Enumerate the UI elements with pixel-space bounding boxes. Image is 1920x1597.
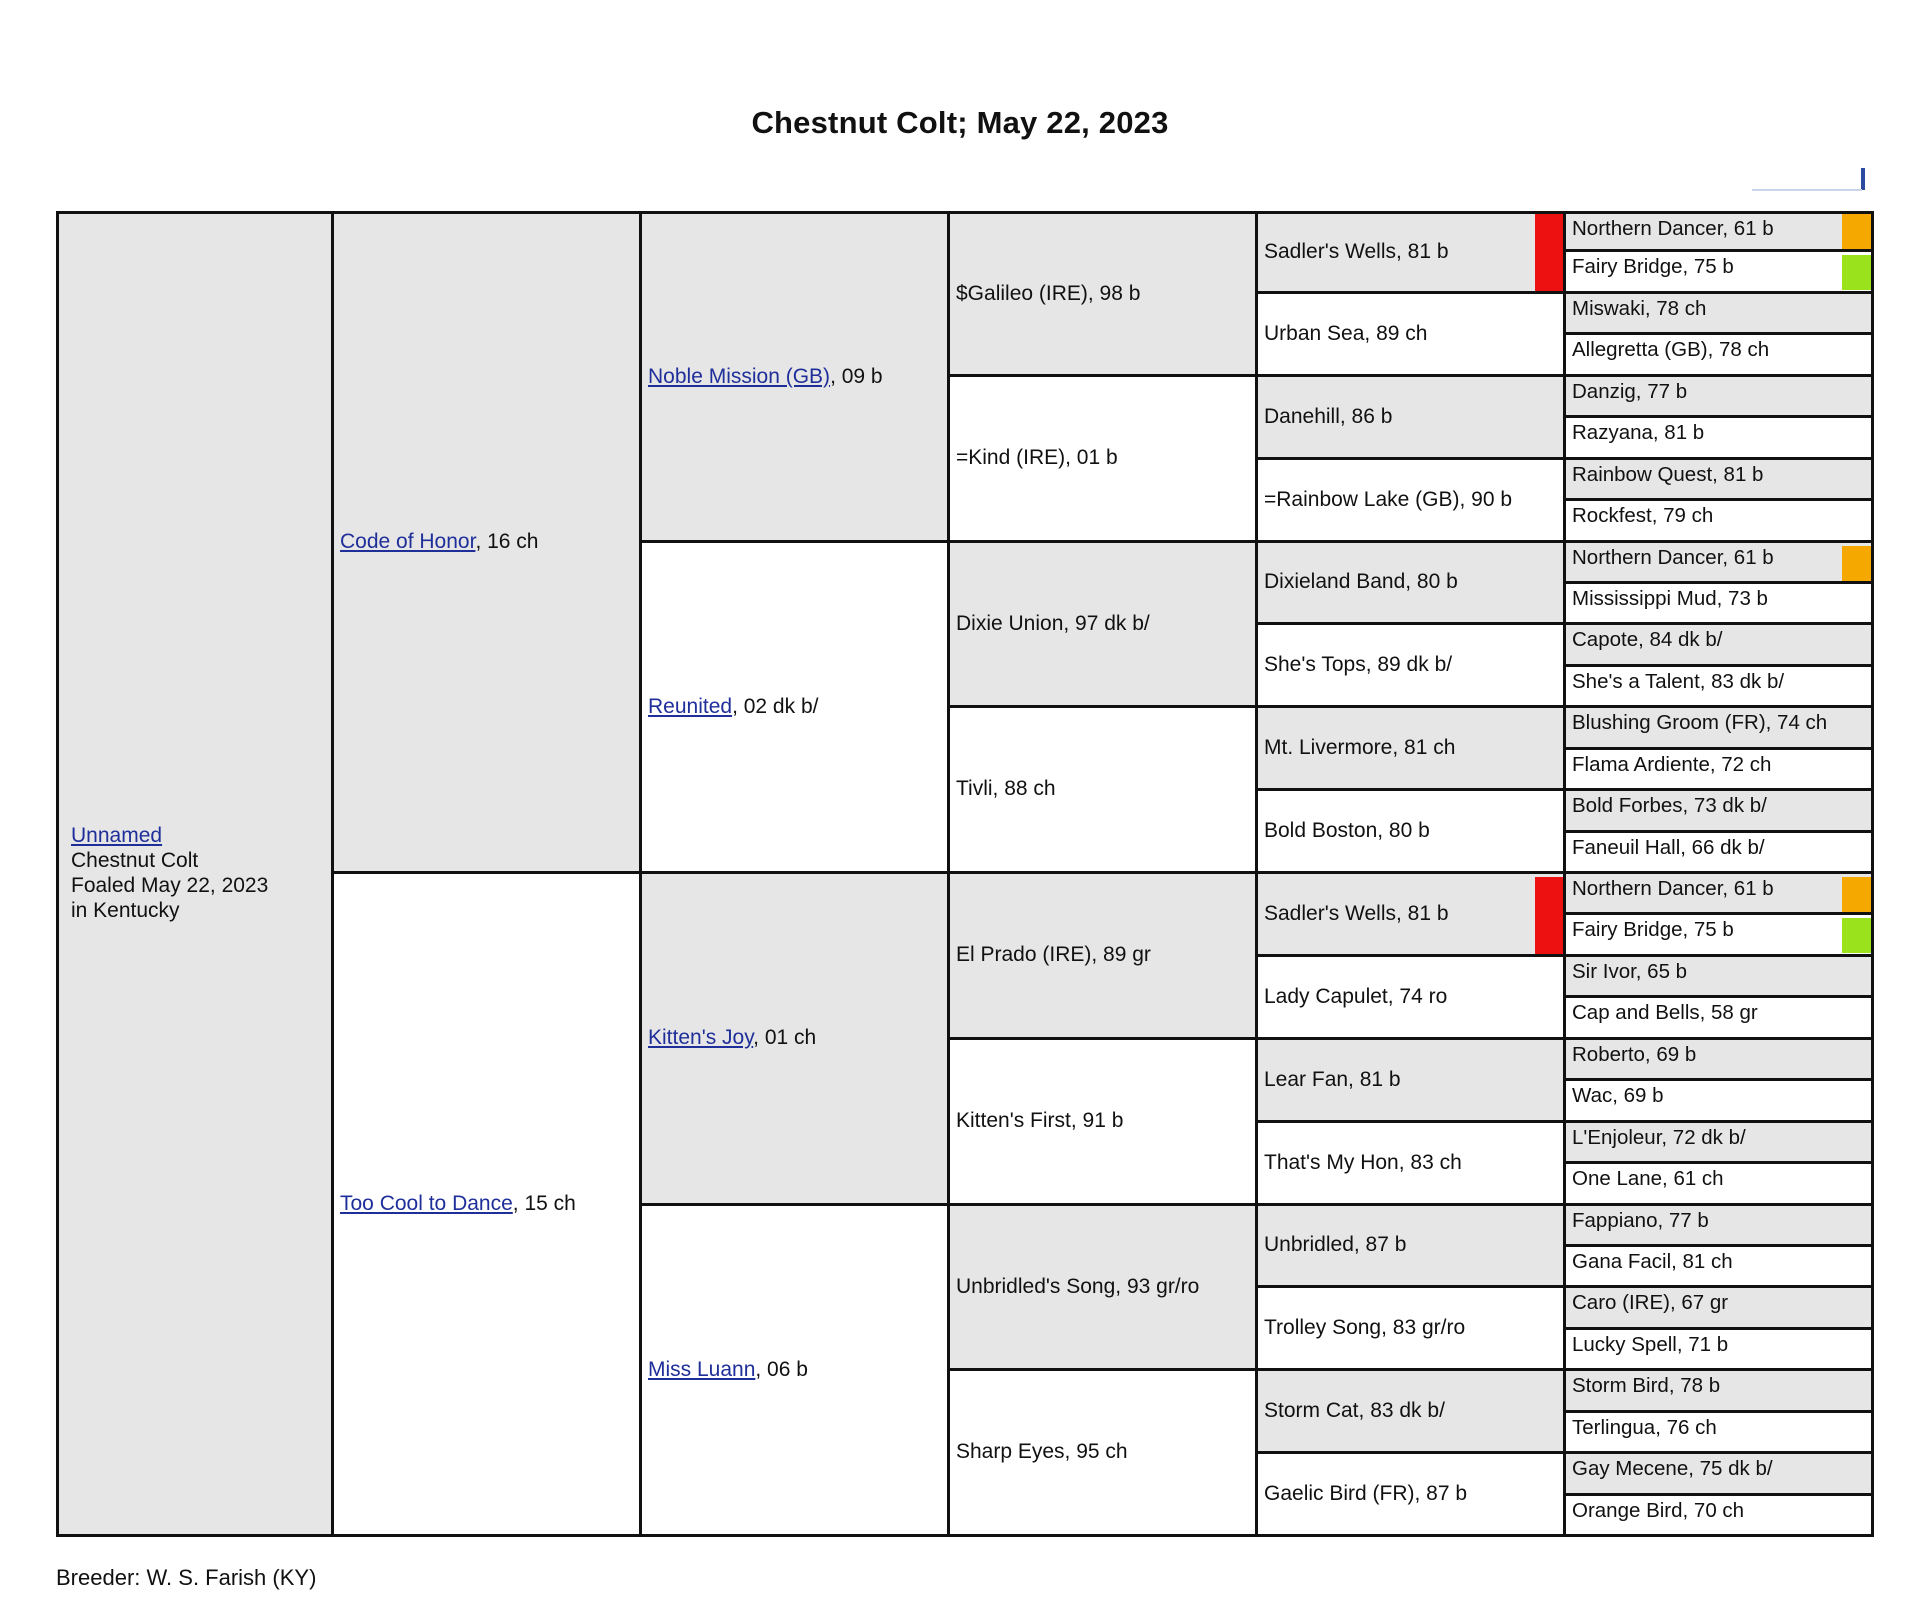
- gen5-ancestor-cell: [1563, 374, 1874, 418]
- horse-name: =Kind (IRE), 01 b: [956, 446, 1118, 470]
- gen4-ancestor-cell: [1255, 871, 1566, 957]
- horse-name: Allegretta (GB), 78 ch: [1572, 338, 1770, 361]
- gen4-ancestor-cell: [1255, 705, 1566, 791]
- gen5-ancestor-cell: [1563, 249, 1874, 294]
- gen5-ancestor-cell: [1563, 581, 1874, 625]
- gen5-ancestor-cell: [1563, 622, 1874, 667]
- duplicate-marker-red: [1535, 214, 1563, 291]
- horse-name: That's My Hon, 83 ch: [1264, 1150, 1462, 1174]
- horse-details: , 01 ch: [753, 1026, 817, 1050]
- horse-name: El Prado (IRE), 89 gr: [956, 943, 1151, 967]
- horse-name: Fairy Bridge, 75 b: [1572, 918, 1734, 941]
- horse-details: , 09 b: [830, 364, 883, 388]
- horse-name: Dixieland Band, 80 b: [1264, 570, 1458, 594]
- horse-name: Gaelic Bird (FR), 87 b: [1264, 1481, 1468, 1505]
- horse-name: Northern Dancer, 61 b: [1572, 217, 1774, 240]
- horse-name: Fappiano, 77 b: [1572, 1209, 1709, 1232]
- horse-name: Faneuil Hall, 66 dk b/: [1572, 836, 1765, 859]
- duplicate-marker-orange: [1842, 877, 1871, 912]
- horse-name: Urban Sea, 89 ch: [1264, 321, 1428, 345]
- great-grandparent-cell: [947, 1203, 1258, 1371]
- horse-link[interactable]: Code of Honor: [340, 530, 476, 554]
- subject-line3: in Kentucky: [71, 898, 180, 922]
- subject-name-link[interactable]: Unnamed: [71, 824, 163, 848]
- horse-name: Sadler's Wells, 81 b: [1264, 240, 1449, 264]
- horse-name: Flama Ardiente, 72 ch: [1572, 753, 1772, 776]
- great-grandparent-cell: [947, 374, 1258, 543]
- horse-name: =Rainbow Lake (GB), 90 b: [1264, 487, 1513, 511]
- horse-name: Lady Capulet, 74 ro: [1264, 984, 1448, 1008]
- horse-name: Fairy Bridge, 75 b: [1572, 255, 1734, 278]
- gen4-ancestor-cell: [1255, 1037, 1566, 1123]
- horse-name: Unbridled, 87 b: [1264, 1233, 1407, 1257]
- duplicate-marker-green: [1842, 918, 1871, 953]
- gen5-ancestor-cell: [1563, 1493, 1874, 1537]
- horse-name: Gay Mecene, 75 dk b/: [1572, 1457, 1773, 1480]
- horse-name: $Galileo (IRE), 98 b: [956, 281, 1141, 305]
- great-grandparent-cell: [947, 1368, 1258, 1537]
- gen4-ancestor-cell: [1255, 622, 1566, 708]
- gen4-ancestor-cell: [1255, 954, 1566, 1040]
- gen5-ancestor-cell: [1563, 664, 1874, 708]
- sire-dam-cell: [331, 211, 642, 874]
- horse-name: She's a Talent, 83 dk b/: [1572, 670, 1785, 693]
- gen4-ancestor-cell: [1255, 1120, 1566, 1206]
- gen5-ancestor-cell: [1563, 1410, 1874, 1454]
- gen5-ancestor-cell: [1563, 211, 1874, 252]
- gen4-ancestor-cell: [1255, 211, 1566, 294]
- gen4-ancestor-cell: [1255, 1285, 1566, 1371]
- horse-link[interactable]: Miss Luann: [648, 1357, 756, 1381]
- horse-name: Rainbow Quest, 81 b: [1572, 463, 1764, 486]
- horse-name: Lucky Spell, 71 b: [1572, 1333, 1729, 1356]
- horse-name: Northern Dancer, 61 b: [1572, 877, 1774, 900]
- gen5-ancestor-cell: [1563, 415, 1874, 460]
- gen5-ancestor-cell: [1563, 1285, 1874, 1330]
- great-grandparent-cell: [947, 705, 1258, 874]
- horse-name: Wac, 69 b: [1572, 1084, 1664, 1107]
- horse-link[interactable]: Noble Mission (GB): [648, 364, 831, 388]
- gen5-ancestor-cell: [1563, 830, 1874, 874]
- gen4-ancestor-cell: [1255, 1451, 1566, 1537]
- gen4-ancestor-cell: [1255, 1368, 1566, 1454]
- horse-name: Storm Bird, 78 b: [1572, 1374, 1721, 1397]
- horse-name: Bold Forbes, 73 dk b/: [1572, 794, 1767, 817]
- gen5-ancestor-cell: [1563, 788, 1874, 833]
- subject-cell: [56, 211, 334, 1537]
- great-grandparent-cell: [947, 1037, 1258, 1206]
- gen5-ancestor-cell: [1563, 1244, 1874, 1288]
- breeder-note: Breeder: W. S. Farish (KY): [56, 1565, 317, 1590]
- horse-name: Northern Dancer, 61 b: [1572, 546, 1774, 569]
- gen5-ancestor-cell: [1563, 912, 1874, 957]
- page-title: Chestnut Colt; May 22, 2023: [751, 105, 1169, 140]
- gen4-ancestor-cell: [1255, 540, 1566, 625]
- duplicate-marker-red: [1535, 877, 1563, 954]
- horse-name: Caro (IRE), 67 gr: [1572, 1291, 1729, 1314]
- grandparent-cell: [639, 540, 950, 874]
- horse-name: Capote, 84 dk b/: [1572, 628, 1723, 651]
- horse-name: Danzig, 77 b: [1572, 380, 1688, 403]
- gen5-ancestor-cell: [1563, 871, 1874, 915]
- gen5-ancestor-cell: [1563, 332, 1874, 377]
- horse-link[interactable]: Kitten's Joy: [648, 1026, 754, 1050]
- gen5-ancestor-cell: [1563, 954, 1874, 998]
- gen5-ancestor-cell: [1563, 1078, 1874, 1123]
- horse-name: Gana Facil, 81 ch: [1572, 1250, 1733, 1273]
- horse-link[interactable]: Reunited: [648, 694, 733, 718]
- gen4-ancestor-cell: [1255, 457, 1566, 543]
- horse-name: Miswaki, 78 ch: [1572, 297, 1707, 320]
- sire-dam-cell: [331, 871, 642, 1537]
- gen5-ancestor-cell: [1563, 1037, 1874, 1081]
- horse-link[interactable]: Too Cool to Dance: [340, 1191, 513, 1215]
- horse-name: Kitten's First, 91 b: [956, 1109, 1124, 1133]
- horse-name: Dixie Union, 97 dk b/: [956, 611, 1150, 635]
- gen5-ancestor-cell: [1563, 1368, 1874, 1413]
- gen5-ancestor-cell: [1563, 1451, 1874, 1496]
- gen5-ancestor-cell: [1563, 291, 1874, 335]
- gen5-ancestor-cell: [1563, 457, 1874, 501]
- gen4-ancestor-cell: [1255, 291, 1566, 377]
- gen4-ancestor-cell: [1255, 374, 1566, 460]
- horse-name: Sharp Eyes, 95 ch: [956, 1440, 1128, 1464]
- horse-name: Orange Bird, 70 ch: [1572, 1499, 1745, 1522]
- grandparent-cell: [639, 871, 950, 1206]
- horse-name: Roberto, 69 b: [1572, 1043, 1697, 1066]
- horse-details: , 02 dk b/: [732, 694, 819, 718]
- subject-line2: Foaled May 22, 2023: [71, 874, 269, 897]
- horse-name: Terlingua, 76 ch: [1572, 1416, 1717, 1439]
- grandparent-cell: [639, 211, 950, 543]
- horse-name: Cap and Bells, 58 gr: [1572, 1001, 1758, 1024]
- duplicate-marker-green: [1842, 255, 1871, 290]
- horse-name: Razyana, 81 b: [1572, 421, 1705, 444]
- grandparent-cell: [639, 1203, 950, 1537]
- great-grandparent-cell: [947, 211, 1258, 377]
- horse-name: L'Enjoleur, 72 dk b/: [1572, 1126, 1746, 1149]
- horse-details: , 16 ch: [475, 530, 539, 554]
- gen5-ancestor-cell: [1563, 1203, 1874, 1247]
- gen5-ancestor-cell: [1563, 1327, 1874, 1371]
- horse-name: Sir Ivor, 65 b: [1572, 960, 1688, 983]
- horse-details: , 06 b: [755, 1357, 808, 1381]
- gen5-ancestor-cell: [1563, 1120, 1874, 1164]
- horse-name: Storm Cat, 83 dk b/: [1264, 1398, 1445, 1422]
- subject-line1: Chestnut Colt: [71, 849, 199, 873]
- horse-name: Blushing Groom (FR), 74 ch: [1572, 711, 1828, 734]
- gen5-ancestor-cell: [1563, 540, 1874, 584]
- horse-name: Mississippi Mud, 73 b: [1572, 587, 1768, 610]
- horse-name: She's Tops, 89 dk b/: [1264, 652, 1453, 676]
- gen4-ancestor-cell: [1255, 788, 1566, 874]
- gen5-ancestor-cell: [1563, 747, 1874, 791]
- horse-name: Sadler's Wells, 81 b: [1264, 901, 1449, 925]
- horse-name: Unbridled's Song, 93 gr/ro: [956, 1274, 1200, 1298]
- gen5-ancestor-cell: [1563, 705, 1874, 750]
- horse-name: Trolley Song, 83 gr/ro: [1264, 1315, 1466, 1339]
- horse-name: Bold Boston, 80 b: [1264, 818, 1430, 842]
- duplicate-marker-orange: [1842, 214, 1871, 249]
- horse-details: , 15 ch: [512, 1191, 576, 1215]
- great-grandparent-cell: [947, 540, 1258, 708]
- horse-name: Danehill, 86 b: [1264, 404, 1393, 428]
- gen5-ancestor-cell: [1563, 1161, 1874, 1206]
- gen5-ancestor-cell: [1563, 995, 1874, 1040]
- horse-name: Lear Fan, 81 b: [1264, 1067, 1401, 1091]
- gen5-ancestor-cell: [1563, 498, 1874, 543]
- horse-name: Rockfest, 79 ch: [1572, 504, 1714, 527]
- horse-name: One Lane, 61 ch: [1572, 1167, 1724, 1190]
- horse-name: Tivli, 88 ch: [956, 777, 1056, 801]
- gen4-ancestor-cell: [1255, 1203, 1566, 1288]
- duplicate-marker-orange: [1842, 546, 1871, 581]
- horse-name: Mt. Livermore, 81 ch: [1264, 735, 1456, 759]
- great-grandparent-cell: [947, 871, 1258, 1040]
